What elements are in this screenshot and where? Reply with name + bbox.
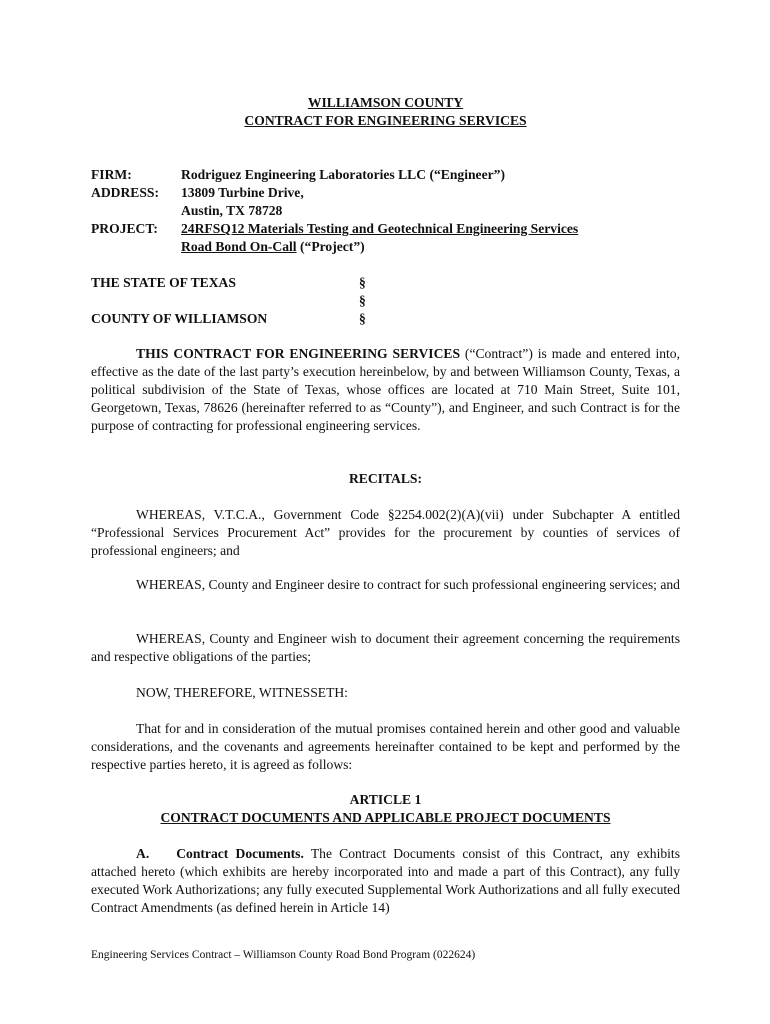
project-line2-rest: (“Project”) [296, 239, 365, 254]
recital-paragraph [91, 630, 680, 666]
state-of-texas: THE STATE OF TEXAS [91, 275, 236, 290]
firm-value: Rodriguez Engineering Laboratories LLC (“Engineer”) [181, 167, 505, 182]
article-section-a [91, 845, 680, 917]
intro-paragraph [91, 345, 680, 435]
project-line2-underlined: Road Bond On-Call [181, 239, 297, 254]
article-subtitle: CONTRACT DOCUMENTS AND APPLICABLE PROJECT DOCUMENTS [160, 810, 611, 825]
section-a-text: The Contract Documents consist of this Contract, any exhibits attached hereto (which exhibits are hereby incorporated into and made a part of this Contract), any fully executed Work Authorizations; any fully executed Supplemental Work Authorizations and all fully executed Contract Amendments (as defined herein in Article 14) [91, 846, 680, 915]
address-line2: Austin, TX 78728 [181, 203, 283, 218]
project-label: PROJECT: [91, 221, 158, 236]
recital-text: NOW, THEREFORE, WITNESSETH: [136, 685, 348, 700]
recital-text: WHEREAS, County and Engineer desire to contract for such professional engineering services; and [136, 577, 680, 592]
recital-paragraph [91, 506, 680, 560]
recitals-heading: RECITALS: [348, 471, 423, 486]
project-line1: 24RFSQ12 Materials Testing and Geotechnical Engineering Services [181, 221, 579, 236]
document-title-line1: WILLIAMSON COUNTY [307, 95, 464, 110]
intro-bold-lead: THIS CONTRACT FOR ENGINEERING SERVICES [136, 346, 461, 361]
intro-text: (“Contract”) is made and entered into, effective as the date of the last party’s execution hereinbelow, by and between Williamson County, Texas, a political subdivision of the State of Texas, whose offices are located at 710 Main Street, Suite 101, Georgetown, Texas, 78626 (hereinafter referred to as “County”), and Engineer, and such Contract is for the purpose of contracting for professional engineering services. [91, 346, 680, 433]
document-title-line2: CONTRACT FOR ENGINEERING SERVICES [244, 113, 527, 128]
recital-paragraph [91, 720, 680, 774]
recital-text: WHEREAS, County and Engineer wish to document their agreement concerning the requirements and respective obligations of the parties; [91, 631, 680, 664]
project-line2 [181, 238, 365, 256]
county-of-williamson: COUNTY OF WILLIAMSON [91, 311, 268, 326]
recital-text: WHEREAS, V.T.C.A., Government Code §2254.002(2)(A)(vii) under Subchapter A entitled “Professional Services Procurement Act” provides for the procurement by counties of services of professional engineers; and [91, 507, 680, 558]
section-symbol: § [359, 275, 366, 290]
firm-label: FIRM: [91, 167, 132, 182]
page-footer: Engineering Services Contract – Williamson County Road Bond Program (022624) [91, 949, 476, 961]
address-line1: 13809 Turbine Drive, [181, 185, 304, 200]
section-symbol: § [359, 293, 366, 308]
recital-paragraph [91, 684, 680, 702]
recital-paragraph [91, 576, 680, 594]
recital-text: That for and in consideration of the mutual promises contained herein and other good and valuable considerations, and the covenants and agreements hereinafter contained to be kept and performed by the respective parties hereto, it is agreed as follows: [91, 721, 680, 772]
section-a-label: A. [136, 846, 150, 861]
address-label: ADDRESS: [91, 185, 159, 200]
article-title: ARTICLE 1 [349, 792, 422, 807]
section-symbol: § [359, 311, 366, 326]
section-a-title: Contract Documents. [176, 846, 304, 861]
